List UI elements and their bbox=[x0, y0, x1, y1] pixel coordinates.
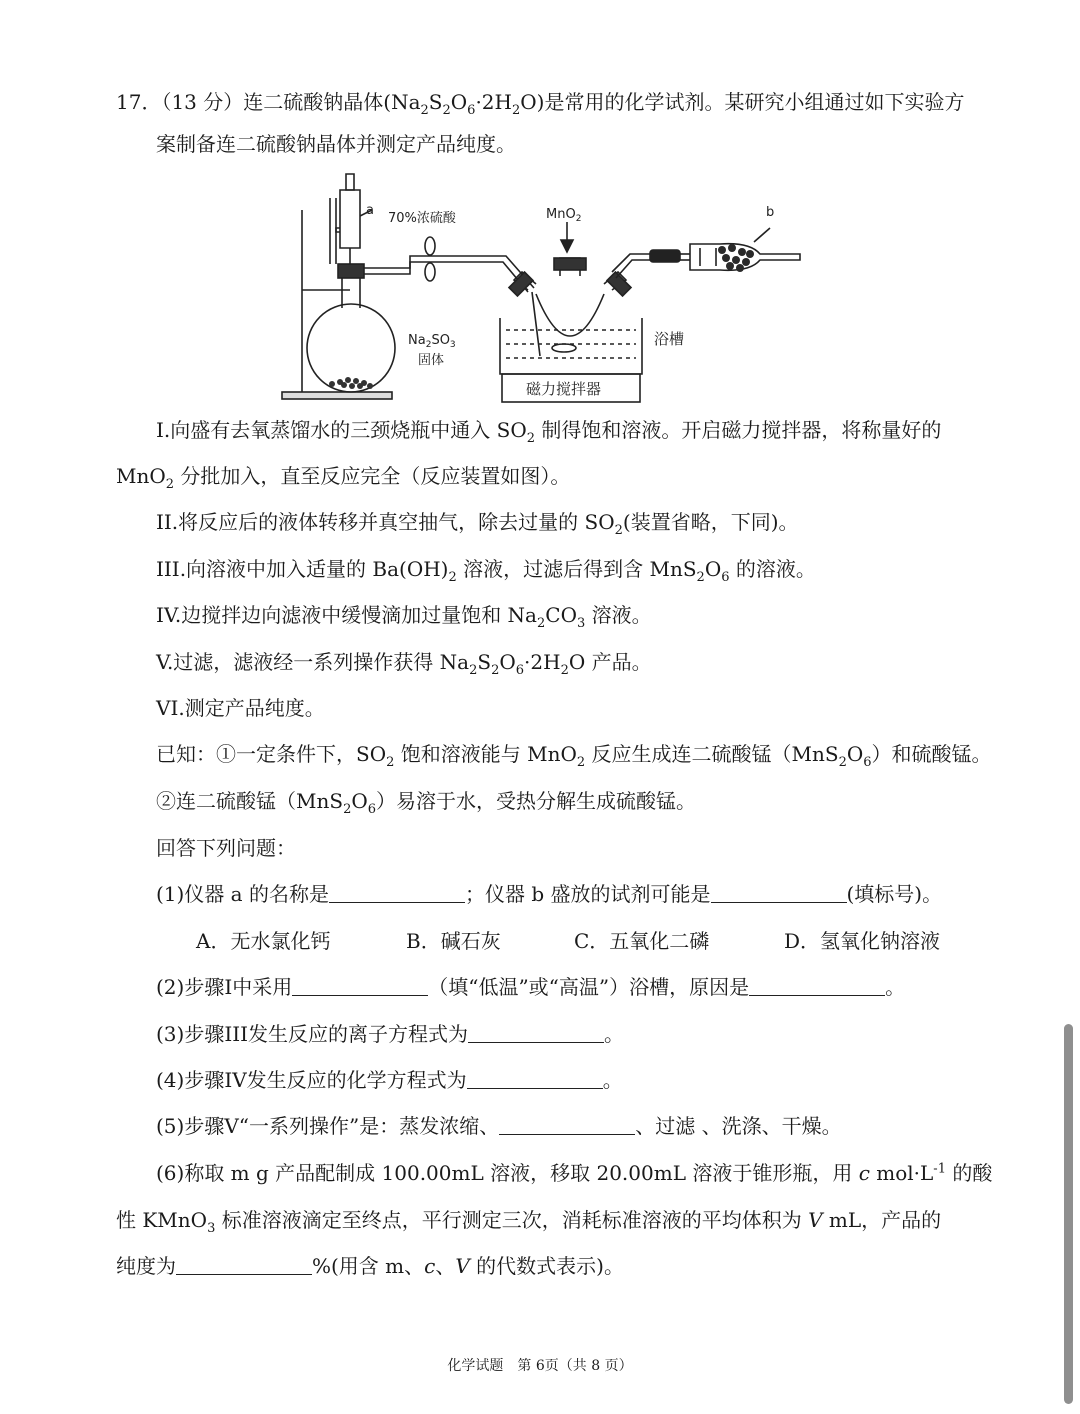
intro-text: O bbox=[450, 90, 468, 114]
question-2: (2)步骤I中采用 （填“低温”或“高温”）浴槽，原因是 。 bbox=[156, 975, 906, 999]
dropping-funnel bbox=[340, 190, 360, 248]
option-d[interactable]: D．氢氧化钠溶液 bbox=[784, 929, 941, 953]
drying-tube bbox=[690, 244, 800, 271]
step-5: V.过滤，滤液经一系列操作获得 $Na_2S_2O_6\cdot 2H_2O$ 产品。 bbox=[156, 650, 652, 678]
intro-line2: 案制备连二硫酸钠晶体并测定产品纯度。 bbox=[156, 132, 516, 156]
step-6: VI.测定产品纯度。 bbox=[156, 696, 325, 720]
label-a: a bbox=[366, 203, 374, 218]
known-1: 已知：①一定条件下，$SO_2$ 饱和溶液能与 MnO$_2$ 反应生成连二硫酸锰$(MnS_2O_6)$和硫酸锰。 bbox=[156, 742, 992, 770]
option-a[interactable]: A．无水氯化钙 bbox=[196, 929, 331, 953]
step-2: II.将反应后的液体转移并真空抽气，除去过量的 $SO_2$(装置省略，下同)。 bbox=[156, 510, 799, 538]
page-footer: 化学试题 第 6页（共 8 页） bbox=[447, 1358, 633, 1374]
sub: 6 bbox=[467, 103, 476, 118]
option-b[interactable]: B．碱石灰 bbox=[406, 929, 501, 953]
step-4: IV.边搅拌边向滤液中缓慢滴加过量饱和 $Na_2CO_3$ 溶液。 bbox=[156, 603, 652, 631]
label-bath: 浴槽 bbox=[654, 330, 685, 348]
question-6-line3: 纯度为 %(用含 m、c、V 的代数式表示)。 bbox=[116, 1254, 624, 1278]
answer-blank-3[interactable] bbox=[468, 1022, 604, 1043]
label-acid: 70%浓硫酸 bbox=[388, 211, 456, 226]
bath bbox=[500, 318, 642, 374]
valve-top bbox=[425, 237, 435, 255]
step-1-line2: MnO$_2$ 分批加入，直至反应完全（反应装置如图）。 bbox=[116, 464, 571, 492]
label-solid: 固体 bbox=[418, 353, 445, 368]
question-1: (1)仪器 a 的名称是 ；仪器 b 盛放的试剂可能是 (填标号)。 bbox=[156, 882, 943, 906]
apparatus-diagram bbox=[270, 168, 810, 404]
question-header bbox=[116, 88, 964, 116]
option-c[interactable]: C．五氧化二磷 bbox=[574, 929, 710, 953]
label-mno2: MnO$_2$ bbox=[546, 207, 582, 224]
sub: 2 bbox=[442, 103, 451, 118]
answer-blank-1a[interactable] bbox=[329, 882, 465, 903]
step-1-line1: I.向盛有去氧蒸馏水的三颈烧瓶中通入 $SO_2$ 制得饱和溶液。开启磁力搅拌器，将称量好的 bbox=[156, 418, 942, 446]
flask-stopper bbox=[338, 264, 364, 278]
question-4: (4)步骤IV发生反应的化学方程式为 。 bbox=[156, 1068, 623, 1092]
question-5: (5)步骤V“一系列操作”是：蒸发浓缩、 、过滤 、洗涤、干燥。 bbox=[156, 1114, 842, 1138]
answer-blank-1b[interactable] bbox=[711, 882, 847, 903]
scrollbar-thumb[interactable] bbox=[1064, 1024, 1073, 1404]
answer-blank-4[interactable] bbox=[467, 1068, 603, 1089]
question-6-line2: 性 KMnO$_3$ 标准溶液滴定至终点，平行测定三次，消耗标准溶液的平均体积为 V mL，产品的 bbox=[116, 1208, 942, 1236]
question-1-options bbox=[196, 927, 940, 955]
intro-s: S bbox=[428, 90, 443, 114]
stand-base bbox=[282, 392, 392, 399]
question-6-line1: (6)称取 m g 产品配制成 100.00mL 溶液，移取 20.00mL 溶液于锥形瓶，用 c $mol\cdot L^{-1}$ 的酸 bbox=[156, 1161, 993, 1185]
answer-blank-5[interactable] bbox=[499, 1114, 635, 1135]
step-3: III.向溶液中加入适量的 $Ba(OH)_2$ 溶液，过滤后得到含 $MnS_2O_6$ 的溶液。 bbox=[156, 557, 816, 585]
rubber-tube bbox=[650, 250, 680, 262]
intro-text: 连二硫酸钠晶体(Na bbox=[243, 90, 421, 114]
intro-text: ·2H bbox=[475, 90, 512, 114]
answer-prompt: 回答下列问题： bbox=[156, 836, 296, 860]
known-2: ②连二硫酸锰$(MnS_2O_6)$易溶于水，受热分解生成硫酸锰。 bbox=[156, 789, 697, 817]
answer-blank-2b[interactable] bbox=[749, 975, 885, 996]
funnel-stopper bbox=[346, 174, 354, 190]
question-3: (3)步骤III发生反应的离子方程式为 。 bbox=[156, 1022, 625, 1046]
sub: 2 bbox=[420, 103, 429, 118]
intro-text: O)是常用的化学试剂。某研究小组通过如下实验方 bbox=[520, 90, 965, 114]
question-points: （13 分） bbox=[161, 90, 244, 114]
sub: 2 bbox=[511, 103, 521, 118]
answer-blank-6[interactable] bbox=[176, 1254, 312, 1275]
label-b: b bbox=[766, 205, 775, 220]
answer-blank-2a[interactable] bbox=[292, 975, 428, 996]
question-number: 17． bbox=[116, 90, 162, 114]
valve-bottom bbox=[425, 263, 435, 281]
label-na2so3: $Na_2SO_3$ bbox=[408, 333, 456, 350]
label-stirrer: 磁力搅拌器 bbox=[526, 380, 602, 398]
round-flask bbox=[307, 304, 395, 392]
